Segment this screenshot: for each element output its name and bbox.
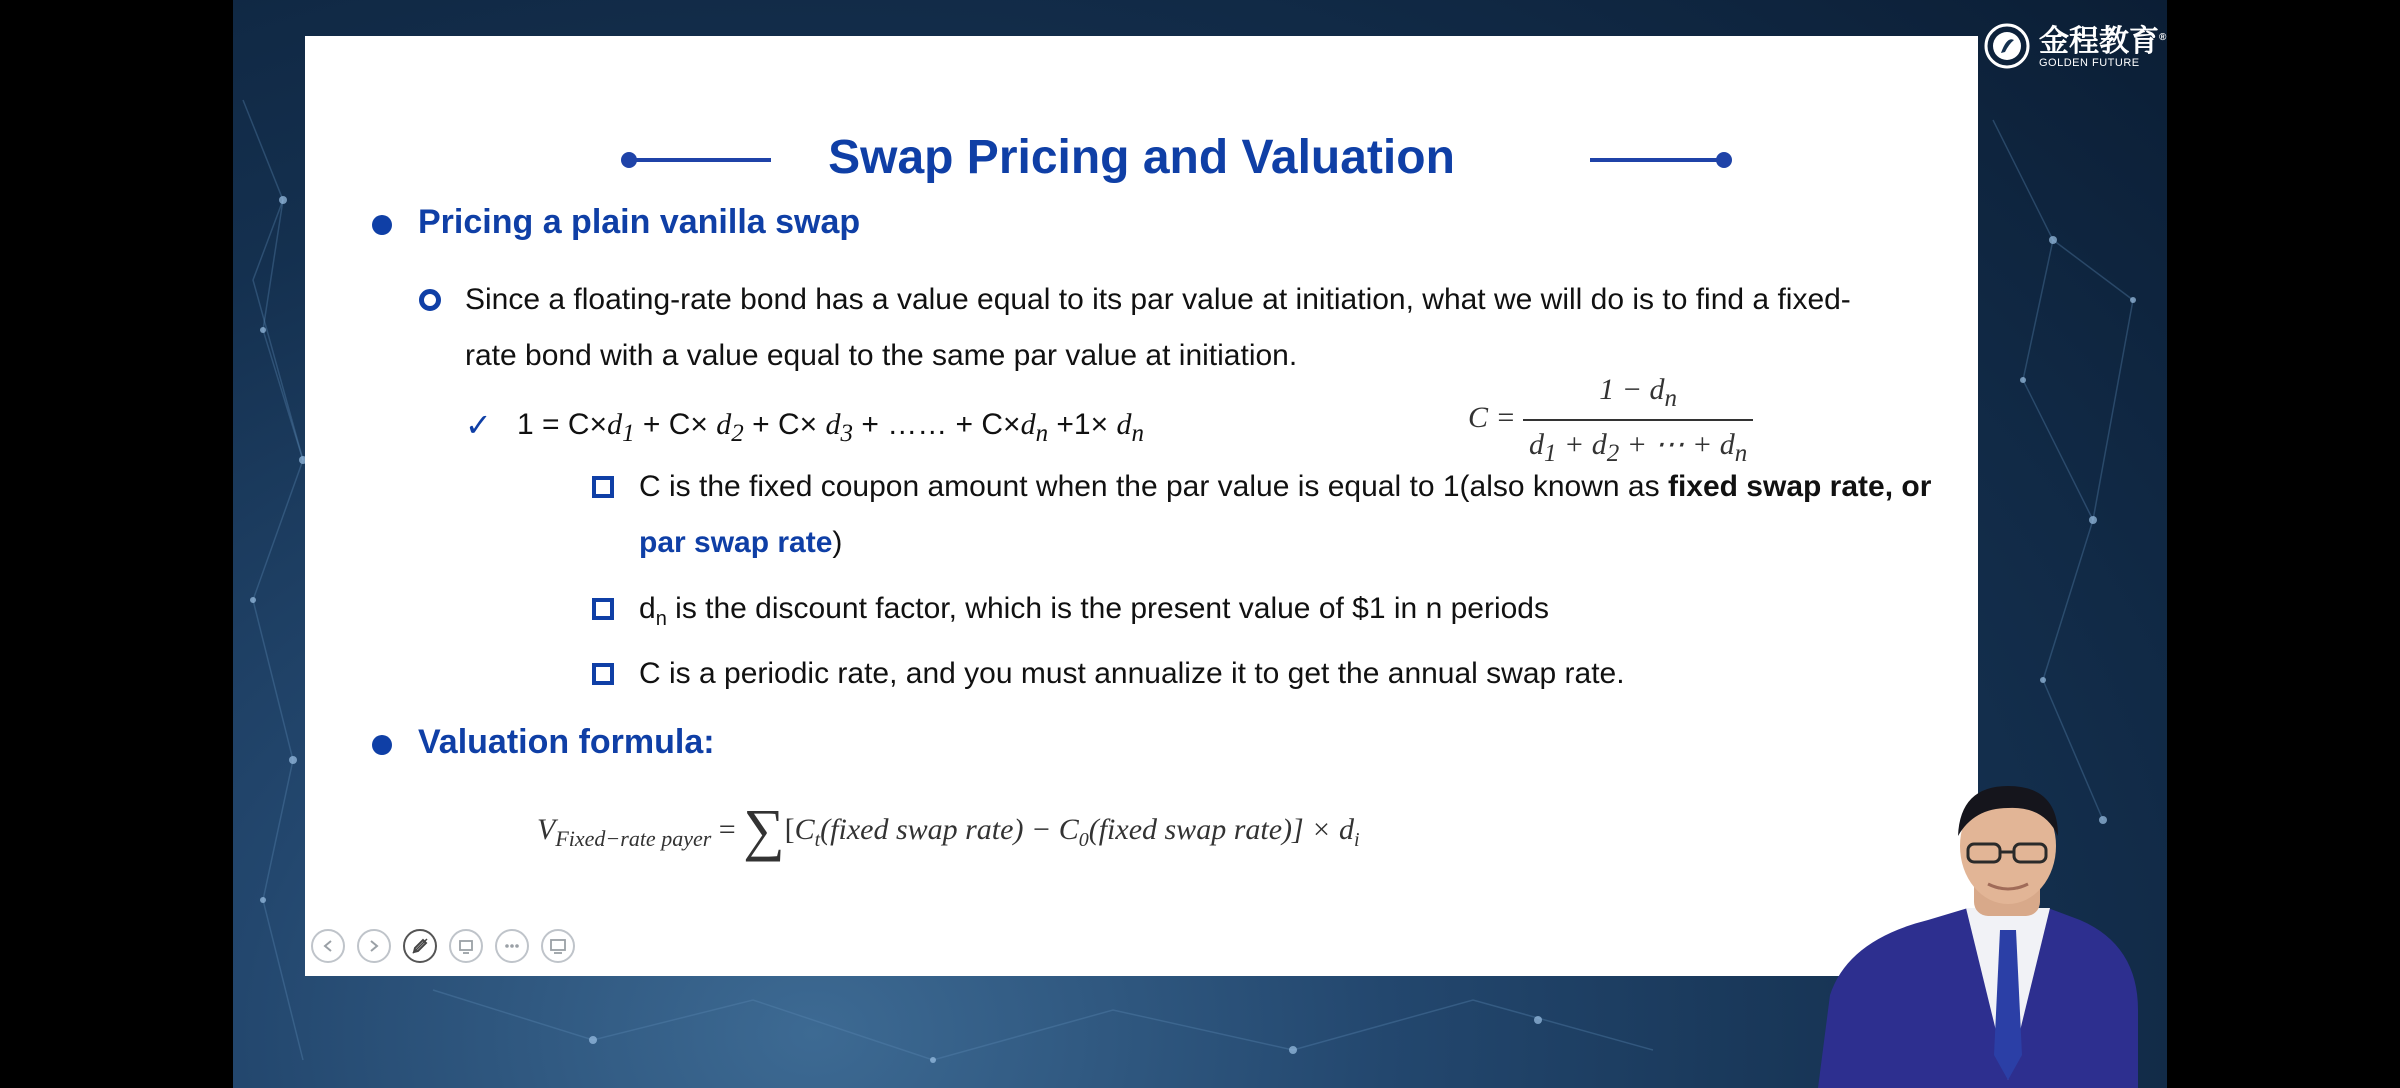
next-icon — [366, 938, 382, 954]
slides-overview-button[interactable] — [541, 929, 575, 963]
square-bullet — [592, 476, 614, 498]
previous-slide-button[interactable] — [311, 929, 345, 963]
check-mark-icon: ✓ — [465, 407, 492, 443]
laser-pointer-button[interactable] — [449, 929, 483, 963]
intro-line-1: Since a floating-rate bond has a value equal to its par value at initiation, what we will do is to find a fixed- — [465, 283, 1851, 316]
sub-bullet-discount-factor: $d_n$ is the discount factor, which is the present value of $1 in n periods — [639, 592, 1549, 630]
sub-bullet-periodic-rate: C is a periodic rate, and you must annualize it to get the annual swap rate. — [639, 657, 1625, 690]
slides-overview-icon — [549, 937, 567, 955]
more-icon — [503, 937, 521, 955]
pen-tool-button[interactable] — [403, 929, 437, 963]
video-frame — [233, 0, 2167, 1088]
ring-bullet — [419, 289, 441, 311]
coupon-equation: $1 = C\times d_1 + C\times d_2 + C\times d_3$ + …… + $C\times d_n +1\times d_n$ — [517, 408, 1144, 447]
valuation-formula: $V_{Fixed-rate payer}$ = $\sum[C_t(fixed$ swap rate) − $C_0(fixed$ swap rate)] × $d_i$ — [537, 797, 1360, 862]
intro-line-2: rate bond with a value equal to the same par value at initiation. — [465, 339, 1298, 372]
slideshow-toolbar — [311, 929, 575, 963]
presentation-slide — [305, 36, 1978, 976]
section-heading-pricing: Pricing a plain vanilla swap — [418, 203, 861, 241]
more-options-button[interactable] — [495, 929, 529, 963]
title-rule-right-dot — [1716, 152, 1732, 168]
pen-icon — [411, 937, 429, 955]
sub-bullet-fixed-coupon: C is the fixed coupon amount when the par value is equal to 1(also known as fixed swap rate, or — [639, 470, 1932, 503]
slide-title: Swap Pricing and Valuation — [828, 131, 1455, 184]
square-bullet — [592, 663, 614, 685]
logo-mark-icon — [1983, 22, 2031, 70]
c-formula-denominator: $d_1 + d_2$ + ⋯ + $d_n$ — [1523, 419, 1753, 468]
logo-text: 金程教育® GOLDEN FUTURE — [2039, 25, 2167, 69]
bullet-dot — [372, 215, 392, 235]
presenter-video — [1818, 780, 2138, 1088]
previous-icon — [320, 938, 336, 954]
c-formula-numerator: $1 - d_n$ — [1599, 373, 1677, 412]
c-formula-lhs: C = — [1468, 401, 1516, 434]
bullet-dot — [372, 735, 392, 755]
section-heading-valuation: Valuation formula: — [418, 723, 715, 761]
sub-bullet-fixed-coupon-cont: par swap rate) — [639, 526, 843, 559]
laser-pointer-icon — [457, 937, 475, 955]
title-rule-right — [1590, 158, 1724, 162]
next-slide-button[interactable] — [357, 929, 391, 963]
golden-future-logo — [1983, 22, 2166, 70]
c-formula-fraction — [1523, 373, 1753, 468]
square-bullet — [592, 598, 614, 620]
